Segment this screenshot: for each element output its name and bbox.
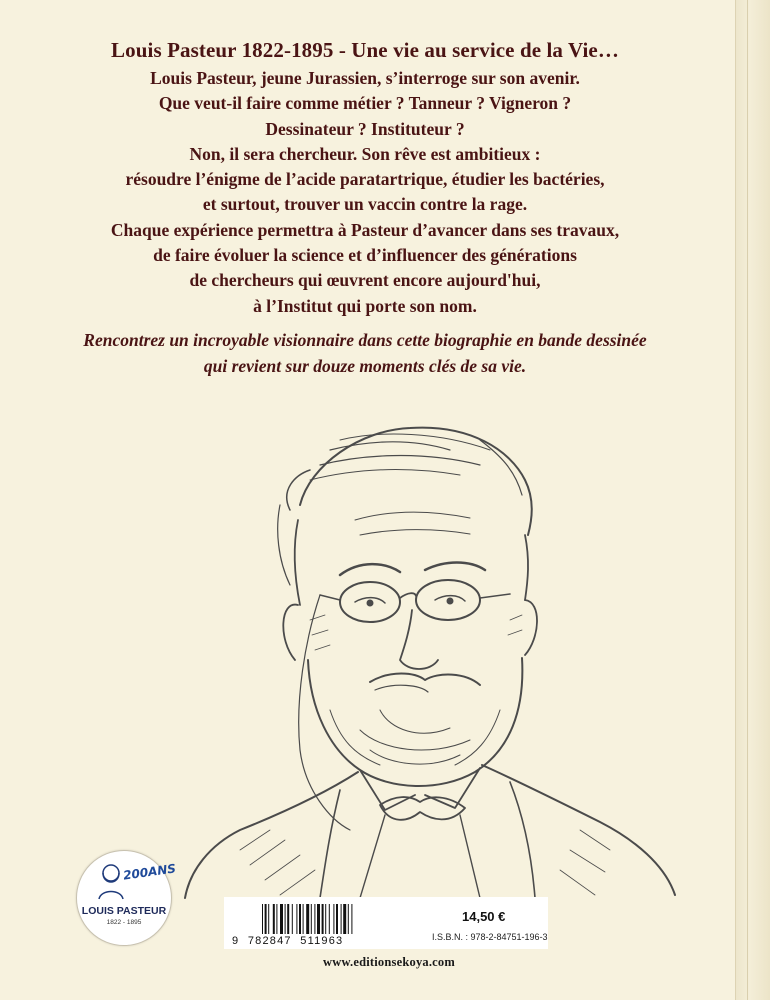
badge-anniversary-text: 200ANS <box>122 861 177 883</box>
blurb-line: Non, il sera chercheur. Son rêve est ambitieux : <box>189 143 541 164</box>
website-text: www.editionsekoya.com <box>323 955 455 969</box>
tagline-line: qui revient sur douze moments clés de sa vie. <box>203 356 527 376</box>
blurb-line: résoudre l’énigme de l’acide paratartrique, étudier les bactéries, <box>125 169 605 190</box>
blurb-text <box>0 66 730 319</box>
blurb-line: et surtout, trouver un vaccin contre la rage. <box>202 194 528 215</box>
badge-name: LOUIS PASTEUR <box>81 905 167 917</box>
cover-edge-line <box>747 0 748 1000</box>
blurb-line: Dessinateur ? Instituteur ? <box>265 118 465 139</box>
anniversary-badge <box>76 850 177 946</box>
blurb-line: Chaque expérience permettra à Pasteur d’avancer dans ses travaux, <box>110 219 620 240</box>
cover-edge <box>735 0 770 1000</box>
pasteur-logo-icon <box>95 861 127 901</box>
barcode-area <box>224 897 548 949</box>
cover-title: Louis Pasteur 1822-1895 - Une vie au service de la Vie… <box>111 38 619 62</box>
isbn: I.S.B.N. : 978-2-84751-196-3 <box>432 932 548 942</box>
tagline-line: Rencontrez un incroyable visionnaire dans cette biographie en bande dessinée <box>83 330 647 350</box>
barcode-digits: 9 782847 511963 <box>232 935 344 947</box>
publisher-website <box>0 955 770 970</box>
blurb-line: Que veut-il faire comme métier ? Tanneur ? Vigneron ? <box>158 93 572 114</box>
barcode <box>262 904 398 934</box>
blurb-line: Louis Pasteur, jeune Jurassien, s’interroge sur son avenir. <box>150 68 580 88</box>
blurb-line: de faire évoluer la science et d’influencer des générations <box>153 245 577 266</box>
tagline <box>0 327 730 379</box>
badge-dates: 1822 - 1895 <box>106 919 142 926</box>
pasteur-portrait-illustration <box>180 410 680 900</box>
blurb-line: de chercheurs qui œuvrent encore aujourd'hui, <box>189 270 541 291</box>
blurb-line: à l’Institut qui porte son nom. <box>253 295 477 316</box>
price: 14,50 € <box>462 909 506 924</box>
